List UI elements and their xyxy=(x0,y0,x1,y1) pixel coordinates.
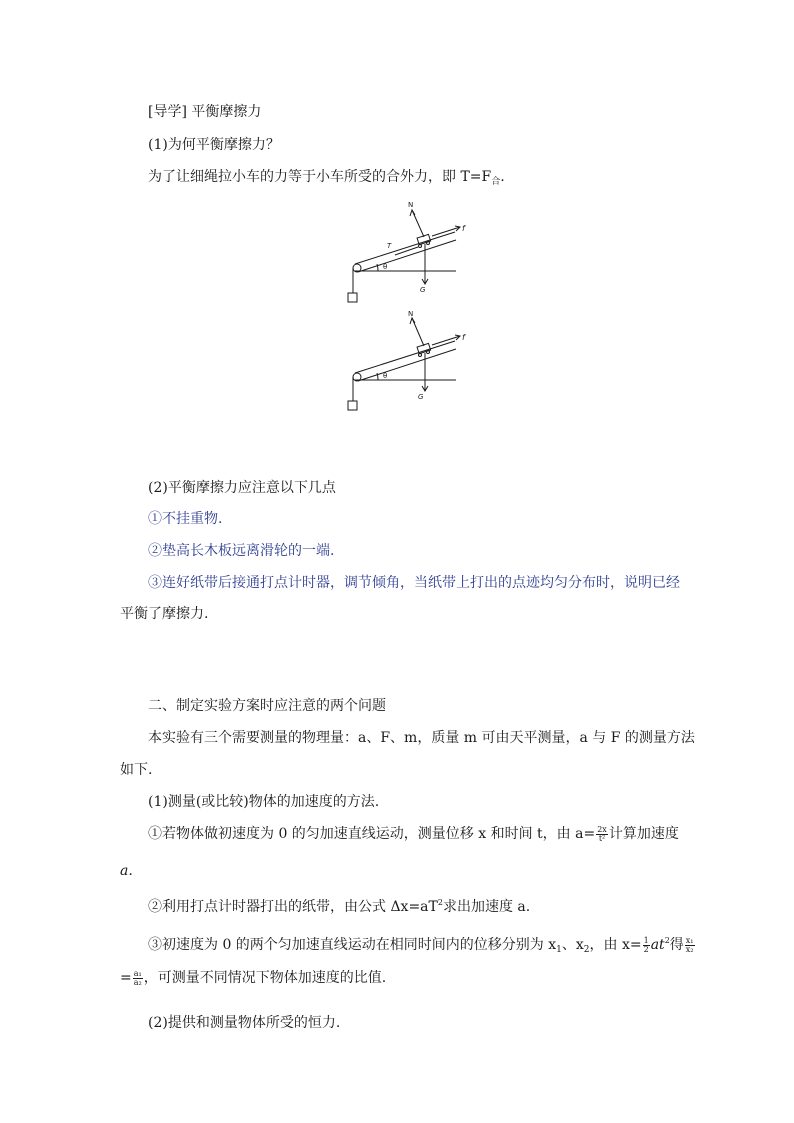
fraction-numerator: 2x xyxy=(597,824,607,834)
equals-sign: = xyxy=(120,970,132,986)
fig1-label-N: N xyxy=(408,201,414,209)
fraction-one-half xyxy=(643,937,650,954)
section-heading-two: 二、制定实验方案时应注意的两个问题 xyxy=(148,698,386,714)
fig2-label-N: N xyxy=(408,310,414,318)
method-1-item-1 xyxy=(148,824,679,844)
a-ratio-numerator: a₁ xyxy=(133,968,142,978)
subscript-1: 1 xyxy=(556,945,562,955)
method-1-item-1-text: ①若物体做初速度为 0 的匀加速直线运动，测量位移 x 和时间 t，由 a= xyxy=(148,826,596,842)
method-1-item-1-cont: a. xyxy=(120,863,133,879)
fig2-label-f: f xyxy=(462,333,465,342)
item-3-at: at xyxy=(650,937,665,953)
answer-text: 为了让细绳拉小车的力等于小车所受的合外力，即 T=F xyxy=(148,169,492,185)
method-1-heading: (1)测量(或比较)物体的加速度的方法. xyxy=(148,794,380,810)
note-3-line-2: 平衡了摩擦力. xyxy=(120,606,209,622)
item-3-mid: 、x xyxy=(561,937,584,953)
method-2-heading: (2)提供和测量物体所受的恒力. xyxy=(148,1015,341,1031)
method-1-item-3-cont xyxy=(120,968,386,988)
intro-line-1: 本实验有三个需要测量的物理量：a、F、m，质量 m 可由天平测量，a 与 F 的测量方法 xyxy=(148,730,695,746)
item-3-conclusion: ，可测量不同情况下物体加速度的比值. xyxy=(143,970,387,986)
superscript: 2 xyxy=(437,898,443,907)
half-numerator: 1 xyxy=(643,935,649,945)
fig1-label-f: f xyxy=(462,224,465,233)
question-balance-notes: (2)平衡摩擦力应注意以下几点 xyxy=(148,480,336,496)
note-3-text: ③连好纸带后接通打点计时器，调节倾角，当纸带上打出的点迹均匀分布时，说明已经 xyxy=(148,575,680,591)
question-why-balance: (1)为何平衡摩擦力？ xyxy=(148,137,280,153)
answer-subscript: 合 xyxy=(491,177,501,187)
answer-period: . xyxy=(500,169,505,185)
item-3-by: ，由 x= xyxy=(589,937,642,953)
subscript-2: 2 xyxy=(583,945,590,955)
method-1-item-2 xyxy=(148,893,530,917)
method-1-item-2-text: ②利用打点计时器打出的纸带，由公式 Δx=aT xyxy=(148,899,438,915)
fig2-label-G: G xyxy=(418,393,424,401)
item-3-de: 得 xyxy=(669,937,684,953)
fig1-label-G: G xyxy=(420,286,426,294)
a-ratio-denominator: a₂ xyxy=(133,977,142,987)
fig1-label-theta: θ xyxy=(383,263,388,271)
section-heading-daoxue: [导学] 平衡摩擦力 xyxy=(148,104,262,120)
item-3-sup: 2 xyxy=(664,936,670,945)
half-denominator: 2 xyxy=(643,944,649,954)
method-1-item-3 xyxy=(148,931,696,960)
fraction-x1-over-x2 xyxy=(685,937,695,954)
answer-why-balance xyxy=(148,167,505,192)
fig2-label-theta: θ xyxy=(383,372,388,380)
note-2: ②垫高长木板远离滑轮的一端. xyxy=(148,543,335,559)
note-1: ①不挂重物. xyxy=(148,511,223,527)
fraction-denominator: t² xyxy=(598,833,606,843)
note-3-line-1 xyxy=(148,573,680,593)
method-1-item-2-tail: 求出加速度 a. xyxy=(442,899,531,915)
fraction-a1-over-a2 xyxy=(133,970,143,987)
item-3-text: ③初速度为 0 的两个匀加速直线运动在相同时间内的位移分别为 x xyxy=(148,937,557,953)
fig1-label-T: T xyxy=(387,242,392,250)
intro-line-2: 如下. xyxy=(120,762,153,778)
method-1-item-1-tail: 计算加速度 xyxy=(608,826,679,842)
x-ratio-numerator: x₁ xyxy=(685,935,694,945)
fraction-2x-over-t2 xyxy=(596,826,608,843)
x-ratio-denominator: x₂ xyxy=(685,944,694,954)
